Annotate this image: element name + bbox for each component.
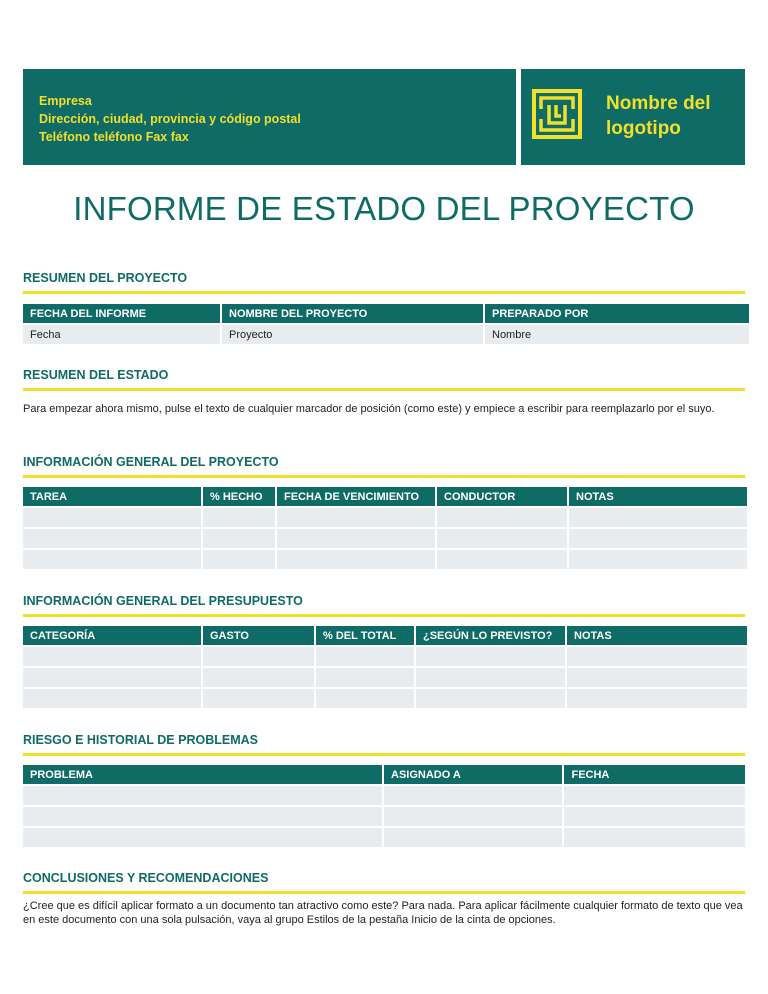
header-cell: FECHA DE VENCIMIENTO bbox=[277, 487, 435, 506]
table-cell[interactable] bbox=[384, 805, 562, 826]
table-cell[interactable] bbox=[316, 687, 414, 708]
section-title-risk-history[interactable]: RIESGO E HISTORIAL DE PROBLEMAS bbox=[23, 733, 745, 756]
logo-name bbox=[606, 91, 711, 141]
logo-text-line-1: Nombre del bbox=[606, 93, 711, 114]
table-cell[interactable] bbox=[416, 687, 565, 708]
budget-overview-table bbox=[21, 626, 749, 708]
project-summary-table bbox=[21, 304, 751, 344]
table-cell[interactable] bbox=[416, 666, 565, 687]
table-cell[interactable] bbox=[203, 548, 275, 569]
table-cell[interactable] bbox=[569, 527, 747, 548]
section-title-project-summary[interactable]: RESUMEN DEL PROYECTO bbox=[23, 271, 745, 294]
company-phone-fax[interactable]: Teléfono teléfono Fax fax bbox=[39, 130, 189, 144]
table-cell[interactable] bbox=[437, 548, 567, 569]
company-info[interactable] bbox=[39, 92, 301, 146]
maze-logo-icon bbox=[532, 89, 582, 139]
company-name[interactable]: Empresa bbox=[39, 94, 92, 108]
header-cell: NOTAS bbox=[567, 626, 747, 645]
table-cell[interactable] bbox=[437, 527, 567, 548]
table-row bbox=[23, 687, 747, 708]
header-cell: PROBLEMA bbox=[23, 765, 382, 784]
table-cell[interactable] bbox=[203, 687, 314, 708]
header-cell: CATEGORÍA bbox=[23, 626, 201, 645]
section-title-conclusions[interactable]: CONCLUSIONES Y RECOMENDACIONES bbox=[23, 871, 745, 894]
table-row bbox=[23, 666, 747, 687]
table-cell[interactable] bbox=[316, 645, 414, 666]
header-cell: % HECHO bbox=[203, 487, 275, 506]
table-cell[interactable] bbox=[564, 826, 745, 847]
header-cell: PREPARADO POR bbox=[485, 304, 749, 323]
table-cell[interactable] bbox=[277, 527, 435, 548]
table-cell[interactable] bbox=[23, 666, 201, 687]
table-cell[interactable] bbox=[23, 687, 201, 708]
table-cell[interactable] bbox=[564, 784, 745, 805]
prepared-by-cell[interactable]: Nombre bbox=[485, 323, 749, 344]
table-cell[interactable] bbox=[203, 645, 314, 666]
table-cell[interactable] bbox=[203, 527, 275, 548]
header-cell: NOMBRE DEL PROYECTO bbox=[222, 304, 483, 323]
table-cell[interactable] bbox=[203, 506, 275, 527]
logo-block[interactable] bbox=[521, 69, 745, 165]
table-cell[interactable] bbox=[23, 527, 201, 548]
company-address[interactable]: Dirección, ciudad, provincia y código postal bbox=[39, 112, 301, 126]
table-row bbox=[23, 506, 747, 527]
table-cell[interactable] bbox=[569, 506, 747, 527]
table-cell[interactable] bbox=[384, 784, 562, 805]
table-cell[interactable] bbox=[416, 645, 565, 666]
section-title-project-overview[interactable]: INFORMACIÓN GENERAL DEL PROYECTO bbox=[23, 455, 745, 478]
table-row bbox=[23, 826, 745, 847]
table-cell[interactable] bbox=[567, 666, 747, 687]
conclusions-text[interactable]: ¿Cree que es difícil aplicar formato a un documento tan atractivo como este? Para nada. Para aplicar fácilmente cualquier formato de texto que vea en este documento con una sola pulsación, vaya al grupo Estilos de la pestaña Inicio de la cinta de opciones. bbox=[23, 900, 743, 926]
table-cell[interactable] bbox=[316, 666, 414, 687]
status-summary-text[interactable]: Para empezar ahora mismo, pulse el texto de cualquier marcador de posición (como este) y empiece a escribir para reemplazarlo por el suyo. bbox=[23, 403, 715, 415]
risk-history-table bbox=[21, 765, 747, 847]
table-cell[interactable] bbox=[23, 805, 382, 826]
header-cell: FECHA bbox=[564, 765, 745, 784]
table-cell[interactable] bbox=[23, 548, 201, 569]
table-cell[interactable] bbox=[569, 548, 747, 569]
header-cell: ¿SEGÚN LO PREVISTO? bbox=[416, 626, 565, 645]
table-cell[interactable] bbox=[23, 826, 382, 847]
table-cell[interactable] bbox=[384, 826, 562, 847]
table-cell[interactable] bbox=[23, 784, 382, 805]
table-row bbox=[23, 527, 747, 548]
table-row bbox=[23, 805, 745, 826]
table-cell[interactable] bbox=[437, 506, 567, 527]
header-cell: % DEL TOTAL bbox=[316, 626, 414, 645]
header-cell: GASTO bbox=[203, 626, 314, 645]
table-cell[interactable] bbox=[23, 506, 201, 527]
table-cell[interactable] bbox=[567, 645, 747, 666]
project-name-cell[interactable]: Proyecto bbox=[222, 323, 483, 344]
document-title[interactable]: INFORME DE ESTADO DEL PROYECTO bbox=[73, 190, 695, 227]
table-cell[interactable] bbox=[567, 687, 747, 708]
table-row bbox=[23, 548, 747, 569]
table-row bbox=[23, 645, 747, 666]
company-header-block bbox=[23, 69, 516, 165]
header-cell: FECHA DEL INFORME bbox=[23, 304, 220, 323]
section-title-status-summary[interactable]: RESUMEN DEL ESTADO bbox=[23, 368, 745, 391]
report-date-cell[interactable]: Fecha bbox=[23, 323, 220, 344]
table-cell[interactable] bbox=[277, 506, 435, 527]
table-cell[interactable] bbox=[23, 645, 201, 666]
table-cell[interactable] bbox=[277, 548, 435, 569]
header-cell: CONDUCTOR bbox=[437, 487, 567, 506]
header-cell: ASIGNADO A bbox=[384, 765, 562, 784]
table-row bbox=[23, 784, 745, 805]
project-overview-table bbox=[21, 487, 749, 569]
table-cell[interactable] bbox=[564, 805, 745, 826]
section-title-budget-overview[interactable]: INFORMACIÓN GENERAL DEL PRESUPUESTO bbox=[23, 594, 745, 617]
table-cell[interactable] bbox=[203, 666, 314, 687]
logo-text-line-2: logotipo bbox=[606, 118, 681, 139]
header-cell: NOTAS bbox=[569, 487, 747, 506]
header-cell: TAREA bbox=[23, 487, 201, 506]
